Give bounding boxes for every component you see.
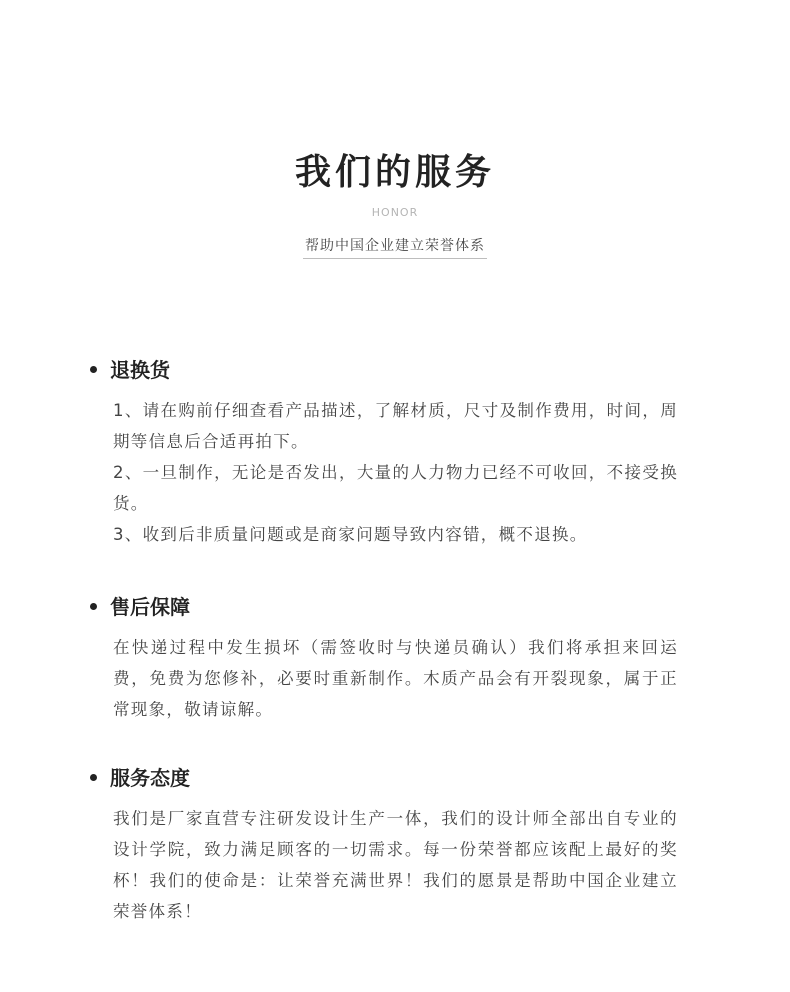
section-heading [90, 355, 690, 385]
section-title-service-attitude: 服务态度 [110, 766, 190, 790]
section-after-sales [90, 592, 690, 725]
tagline-container [0, 235, 790, 259]
returns-item-3: 3、收到后非质量问题或是商家问题导致内容错，概不退换。 [113, 525, 588, 544]
section-body-service-attitude [113, 803, 678, 927]
bullet-dot-icon [90, 774, 97, 781]
section-body-after-sales [113, 632, 678, 725]
section-title-after-sales: 售后保障 [110, 595, 190, 619]
after-sales-paragraph: 在快递过程中发生损坏（需签收时与快递员确认）我们将承担来回运费，免费为您修补，必要时重新制作。木质产品会有开裂现象，属于正常现象，敬请谅解。 [113, 638, 678, 719]
bullet-dot-icon [90, 366, 97, 373]
section-returns [90, 355, 690, 550]
returns-item-1: 1、请在购前仔细查看产品描述，了解材质，尺寸及制作费用，时间，周期等信息后合适再拍下。 [113, 401, 678, 451]
english-subtitle: HONOR [371, 206, 419, 219]
page-title: 我们的服务 [294, 152, 495, 193]
section-body-returns [113, 395, 678, 550]
tagline: 帮助中国企业建立荣誉体系 [303, 236, 487, 259]
section-service-attitude [90, 763, 690, 927]
service-attitude-paragraph: 我们是厂家直营专注研发设计生产一体，我们的设计师全部出自专业的设计学院，致力满足顾客的一切需求。每一份荣誉都应该配上最好的奖杯！我们的使命是：让荣誉充满世界！我们的愿景是帮助中国企业建立荣誉体系！ [113, 809, 678, 921]
returns-item-2: 2、一旦制作，无论是否发出，大量的人力物力已经不可收回，不接受换货。 [113, 463, 678, 513]
bullet-dot-icon [90, 603, 97, 610]
section-heading [90, 592, 690, 622]
section-heading [90, 763, 690, 793]
section-title-returns: 退换货 [110, 358, 170, 382]
